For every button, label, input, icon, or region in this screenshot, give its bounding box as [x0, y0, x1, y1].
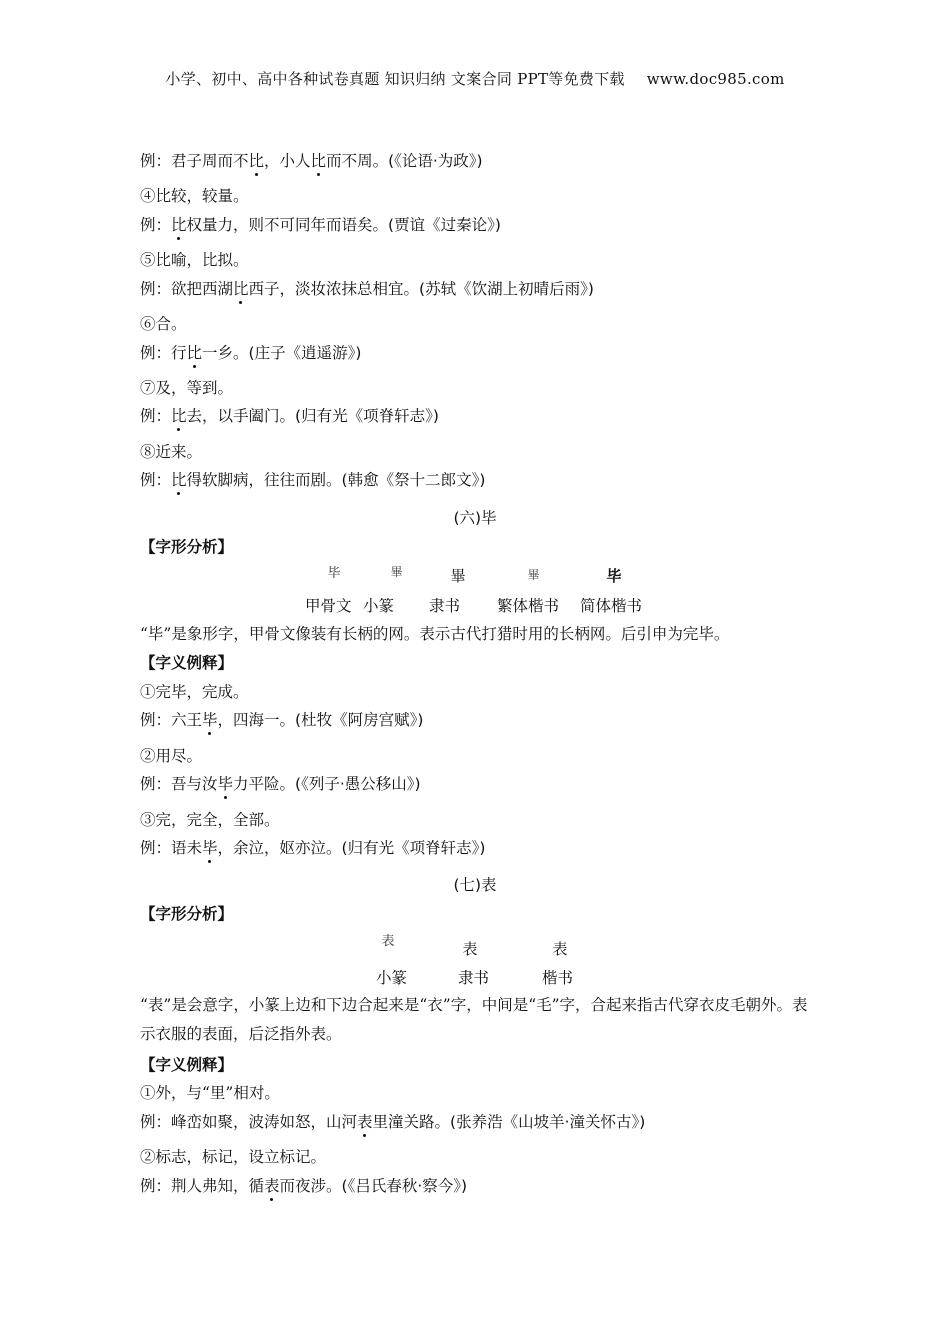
emphasis-char: 毕 [202, 711, 218, 729]
emphasis-char: 比 [171, 471, 187, 489]
emphasis-char: 比 [171, 216, 187, 234]
traditional-kai-glyph: 畢 [527, 568, 539, 582]
emphasis-char: 表 [357, 1113, 373, 1131]
bi-meaning-1: ①完毕，完成。 [140, 683, 249, 701]
bi-tail-example-3: 例：君子周而不比，小人比而不周。(《论语·为政》) [140, 152, 483, 170]
biao-meaning-1: ①外，与“里”相对。 [140, 1084, 280, 1102]
caption-kai: 楷书 [542, 969, 574, 987]
bi-example-4: 例：比权量力，则不可同年而语矣。(贾谊《过秦论》) [140, 216, 501, 234]
meaning-heading: 【字义例释】 [140, 1056, 234, 1074]
clerical-glyph: 表 [462, 940, 478, 958]
biao-example-2: 例：荆人弗知，循表而夜涉。(《吕氏春秋·察今》) [140, 1177, 468, 1195]
bi-meaning-7: ⑦及，等到。 [140, 379, 234, 397]
caption-clerical: 隶书 [429, 597, 461, 615]
bi-example-1: 例：六王毕，四海一。(杜牧《阿房宫赋》) [140, 711, 424, 729]
bi-meaning-4: ④比较，较量。 [140, 187, 249, 205]
bi-meaning-5: ⑤比喻，比拟。 [140, 251, 249, 269]
biao-example-1: 例：峰峦如聚，波涛如怒，山河表里潼关路。(张养浩《山坡羊·潼关怀古》) [140, 1113, 646, 1131]
emphasis-char: 比 [248, 152, 265, 170]
emphasis-char: 比 [186, 344, 203, 362]
seal-glyph: 表 [381, 934, 395, 949]
header-url: www.doc985.com [646, 70, 785, 88]
bi-example-8: 例：比得软脚病，往往而剧。(韩愈《祭十二郎文》) [140, 471, 486, 489]
caption-oracle: 甲骨文 [305, 597, 352, 615]
emphasis-char: 毕 [217, 775, 234, 793]
bi-analysis: “毕”是象形字，甲骨文像装有长柄的网。表示古代打猎时用的长柄网。后引申为完毕。 [140, 625, 730, 643]
emphasis-char: 比 [310, 152, 327, 170]
bi-meaning-6: ⑥合。 [140, 315, 187, 333]
bi-meaning-3: ③完，完全，全部。 [140, 811, 280, 829]
bi-example-5: 例：欲把西湖比西子，淡妆浓抹总相宜。(苏轼《饮湖上初晴后雨》) [140, 280, 594, 298]
emphasis-char: 表 [264, 1177, 280, 1195]
seal-glyph: 畢 [390, 565, 402, 579]
kai-glyph: 表 [552, 940, 568, 958]
simplified-kai-glyph: 毕 [606, 567, 622, 585]
bi-example-3: 例：语未毕，余泣，妪亦泣。(归有光《项脊轩志》) [140, 839, 486, 857]
meaning-heading: 【字义例释】 [140, 654, 234, 672]
caption-seal: 小篆 [376, 969, 408, 987]
caption-seal: 小篆 [363, 597, 395, 615]
bi-meaning-8: ⑧近来。 [140, 443, 203, 461]
caption-traditional-kai: 繁体楷书 [497, 597, 560, 615]
emphasis-char: 比 [171, 407, 187, 425]
form-analysis-heading: 【字形分析】 [140, 538, 234, 556]
biao-meaning-2: ②标志，标记，设立标记。 [140, 1148, 327, 1166]
header-text: 小学、初中、高中各种试卷真题 知识归纳 文案合同 PPT等免费下载 [165, 70, 625, 88]
bi-example-7: 例：比去，以手阖门。(归有光《项脊轩志》) [140, 407, 439, 425]
biao-analysis: “表”是会意字，小篆上边和下边合起来是“衣”字，中间是“毛”字，合起来指古代穿衣皮毛朝外。表示衣服的表面，后泛指外表。 [140, 996, 808, 1043]
clerical-glyph: 畢 [450, 567, 466, 585]
bi-example-2: 例：吾与汝毕力平险。(《列子·愚公移山》) [140, 775, 421, 793]
bi-example-6: 例：行比一乡。(庄子《逍遥游》) [140, 344, 362, 362]
section-title-bi: (六)毕 [453, 509, 497, 527]
emphasis-char: 比 [233, 280, 249, 298]
emphasis-char: 毕 [202, 839, 218, 857]
caption-clerical: 隶书 [458, 969, 490, 987]
bi-meaning-2: ②用尽。 [140, 747, 203, 765]
oracle-glyph: 毕 [327, 566, 341, 581]
form-analysis-heading: 【字形分析】 [140, 905, 234, 923]
page-header [0, 68, 950, 89]
caption-simplified-kai: 简体楷书 [580, 597, 643, 615]
section-title-biao: (七)表 [453, 876, 497, 894]
